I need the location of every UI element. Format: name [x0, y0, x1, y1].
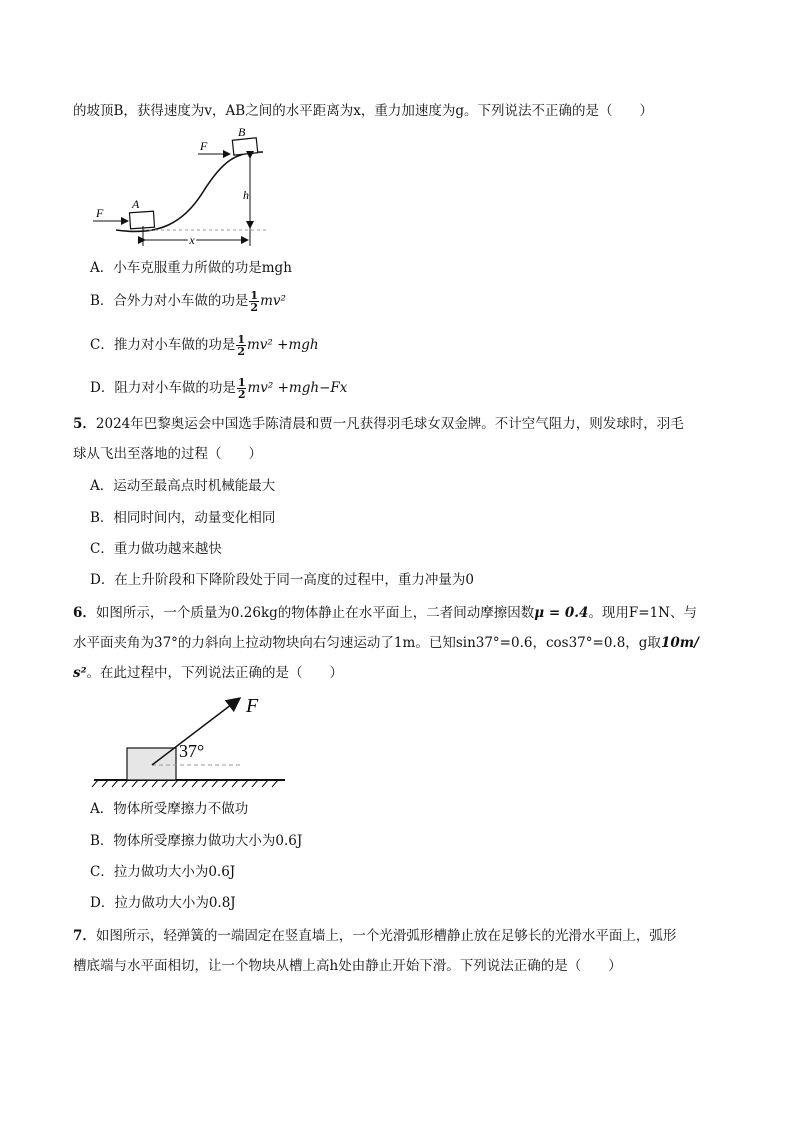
fraction-half: $\frac{1}{2}$ — [237, 376, 246, 401]
q7-line1: 7．如图所示，轻弹簧的一端固定在竖直墙上，一个光滑弧形槽静止放在足够长的光滑水平面上，弧形 — [73, 928, 677, 944]
q6-incline-force-figure — [90, 688, 290, 788]
label-x: x — [189, 233, 195, 247]
q4-option-b: B．合外力对小车做的功是 $\frac{1}{2}$ mv² — [90, 289, 286, 314]
q6-line3: s²。在此过程中，下列说法正确的是（ ） — [73, 665, 344, 681]
label-f: F — [246, 695, 259, 717]
q6-line2: 水平面夹角为37°的力斜向上拉动物块向右匀速运动了1m。已知sin37°=0.6，cos37°=0.8，g取10m/ — [73, 635, 699, 651]
q5-option-d: D．在上升阶段和下降阶段处于同一高度的过程中，重力冲量为0 — [90, 572, 474, 588]
label-h: h — [243, 188, 249, 202]
label-b: B — [238, 125, 246, 139]
block-b — [232, 138, 257, 155]
fraction-half: $\frac{1}{2}$ — [237, 333, 245, 358]
q6-option-c: C．拉力做功大小为0.6J — [90, 864, 236, 880]
fraction-half: $\frac{1}{2}$ — [250, 289, 259, 314]
label-f-top: F — [200, 139, 208, 153]
q6-option-d: D．拉力做功大小为0.8J — [90, 895, 236, 911]
q4-option-d: D．阻力对小车做的功是 $\frac{1}{2}$ mv² +mgh−Fx — [90, 376, 348, 401]
label-f-bottom: F — [96, 206, 104, 220]
q4-intro: 的坡顶B，获得速度为v，AB之间的水平距离为x，重力加速度为g。下列说法不正确的是（ ） — [73, 103, 653, 119]
q6-option-b: B．物体所受摩擦力做功大小为0.6J — [90, 833, 303, 849]
label-a: A — [132, 197, 140, 211]
q4-slope-figure — [88, 124, 278, 249]
q6-option-a: A．物体所受摩擦力不做功 — [90, 801, 249, 817]
label-angle: 37° — [179, 741, 205, 761]
q5-line2: 球从飞出至落地的过程（ ） — [73, 446, 262, 462]
q5-option-a: A．运动至最高点时机械能最大 — [90, 478, 276, 494]
ground-hatch — [92, 780, 278, 787]
q5-option-b: B．相同时间内，动量变化相同 — [90, 510, 276, 526]
q5-option-c: C．重力做功越来越快 — [90, 541, 222, 557]
q4-option-c: C．推力对小车做的功是 $\frac{1}{2}$ mv² +mgh — [90, 333, 319, 358]
q7-line2: 槽底端与水平面相切，让一个物块从槽上高h处由静止开始下滑。下列说法正确的是（ ） — [73, 958, 622, 974]
q5-line1: 5．2024年巴黎奥运会中国选手陈清晨和贾一凡获得羽毛球女双金牌。不计空气阻力，则发球时，羽毛 — [73, 416, 684, 432]
block-a — [129, 211, 154, 229]
q6-line1: 6．如图所示，一个质量为0.26kg的物体静止在水平面上，二者间动摩擦因数μ = 0.4。现用F=1N、与 — [73, 605, 697, 621]
q4-option-a: A．小车克服重力所做的功是mgh — [90, 260, 292, 276]
